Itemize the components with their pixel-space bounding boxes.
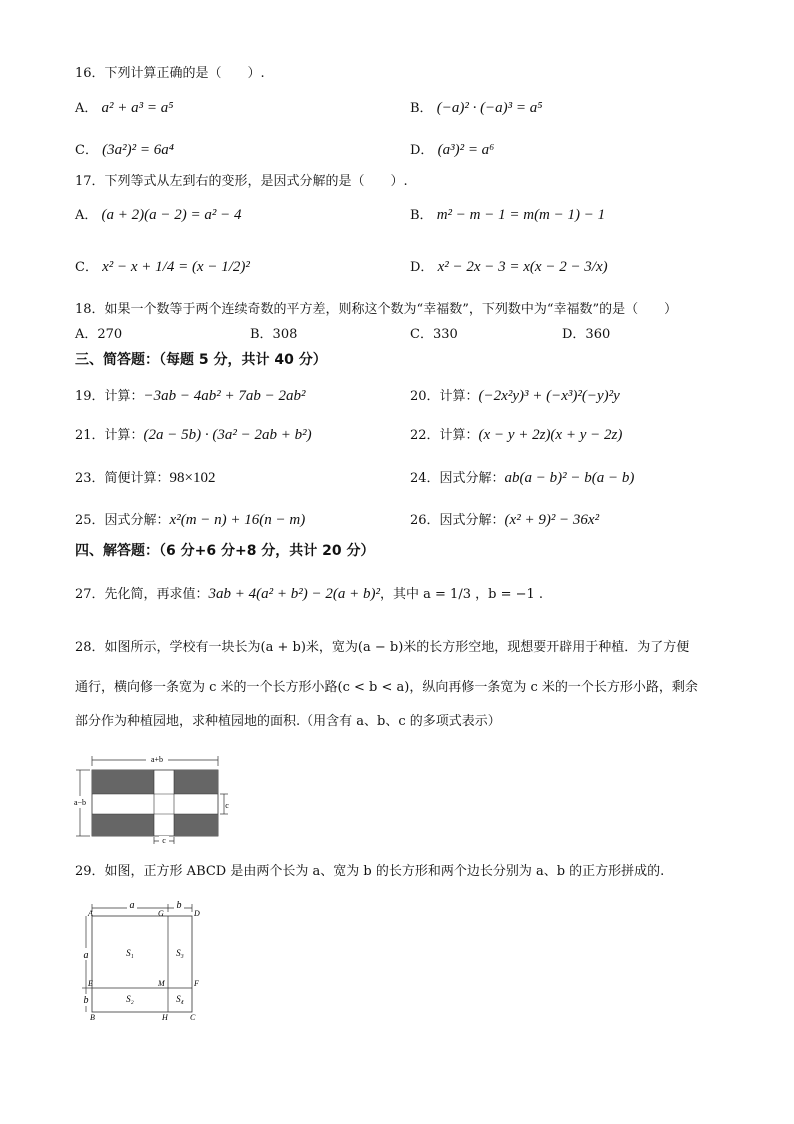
label-a-minus-b: a−b	[73, 798, 87, 807]
q17-option-b[interactable]	[410, 205, 605, 226]
section-4-heading: 四、解答题：（6 分+6 分+8 分，共计 20 分）	[75, 543, 375, 559]
q25	[75, 510, 305, 531]
q-label: 20．计算：	[410, 389, 479, 404]
label-c-right: c	[225, 801, 229, 810]
option-expr: m² − m − 1 = m(m − 1) − 1	[436, 207, 606, 223]
vertex-d: D	[194, 909, 200, 918]
vertex-m: M	[158, 979, 165, 988]
q18-stem: 18．如果一个数等于两个连续奇数的平方差，则称这个数为“幸福数”，下列数中为“幸福数”的是（ ）	[75, 302, 678, 317]
region-s1: S₁	[126, 948, 134, 958]
q-expr: x²(m − n) + 16(n − m)	[169, 512, 306, 528]
q16-option-b[interactable]	[410, 98, 543, 119]
planting-area	[174, 814, 218, 836]
label-b-top: b	[176, 900, 182, 911]
q24	[410, 468, 634, 489]
label-b-left: b	[83, 995, 89, 1006]
q-condition: ，其中 a = 1/3 ，b = −1 .	[380, 587, 544, 602]
q17-option-a[interactable]	[75, 205, 242, 226]
option-letter: B．	[410, 208, 433, 223]
label-a-top: a	[129, 900, 135, 911]
q20	[410, 386, 620, 407]
option-expr: a² + a³ = a⁵	[101, 100, 174, 116]
q18-option-b[interactable]: B．308	[250, 327, 298, 342]
option-letter: B．	[410, 101, 433, 116]
option-letter: D．	[410, 143, 434, 158]
option-expr: (a + 2)(a − 2) = a² − 4	[101, 207, 242, 223]
option-letter: D．	[410, 260, 434, 275]
planting-area	[92, 770, 154, 794]
planting-area	[92, 814, 154, 836]
q-expr: 98×102	[169, 470, 216, 486]
vertex-g: G	[158, 909, 164, 918]
q16-option-c[interactable]	[75, 140, 174, 161]
label-c-bottom: c	[162, 836, 166, 844]
q-label: 25．因式分解：	[75, 513, 170, 528]
q19	[75, 386, 306, 407]
q28-figure	[68, 752, 238, 844]
q-expr: (x − y + 2z)(x + y − 2z)	[478, 427, 623, 443]
option-expr: (−a)² · (−a)³ = a⁵	[436, 100, 543, 116]
q-expr: ab(a − b)² − b(a − b)	[504, 470, 635, 486]
region-s2: S₂	[126, 994, 134, 1004]
region-s3: S₃	[176, 948, 184, 958]
planting-area	[174, 770, 218, 794]
q28-line-2: 通行，横向修一条宽为 c 米的一个长方形小路(c < b < a)，纵向再修一条宽为 c 米的一个长方形小路，剩余	[75, 680, 698, 695]
q26	[410, 510, 599, 531]
q-label: 24．因式分解：	[410, 471, 505, 486]
q23	[75, 468, 216, 489]
option-expr: x² − x + 1/4 = (x − 1/2)²	[102, 259, 250, 275]
q-label: 19．计算：	[75, 389, 144, 404]
q-label: 21．计算：	[75, 428, 144, 443]
q-expr: −3ab − 4ab² + 7ab − 2ab²	[143, 388, 306, 404]
option-expr: (a³)² = a⁶	[437, 142, 495, 158]
q27	[75, 584, 543, 605]
q-expr: 3ab + 4(a² + b²) − 2(a + b)²	[208, 586, 381, 602]
q16-option-a[interactable]	[75, 98, 173, 119]
q16-option-d[interactable]	[410, 140, 494, 161]
q28-line-3: 部分作为种植园地，求种植园地的面积.（用含有 a、b、c 的多项式表示）	[75, 714, 501, 729]
label-a-plus-b: a+b	[150, 755, 164, 764]
q28-line-1: 28．如图所示，学校有一块长为(a + b)米，宽为(a − b)米的长方形空地，现想要开辟用于种植．为了方便	[75, 640, 690, 655]
q29-figure	[72, 896, 212, 1022]
q-label: 22．计算：	[410, 428, 479, 443]
option-expr: (3a²)² = 6a⁴	[102, 142, 174, 158]
q17-stem: 17．下列等式从左到右的变形，是因式分解的是（ ）.	[75, 174, 408, 189]
q-expr: (2a − 5b) · (3a² − 2ab + b²)	[143, 427, 312, 443]
option-letter: C．	[75, 143, 98, 158]
q-expr: (x² + 9)² − 36x²	[504, 512, 600, 528]
option-letter: A．	[75, 101, 98, 116]
section-3-heading: 三、简答题：（每题 5 分，共计 40 分）	[75, 352, 327, 368]
q22	[410, 425, 622, 446]
q-expr: (−2x²y)³ + (−x³)²(−y)²y	[478, 388, 620, 404]
label-a-left: a	[83, 950, 89, 961]
vertex-f: F	[194, 979, 199, 988]
q18-option-c[interactable]: C．330	[410, 327, 458, 342]
q17-option-d[interactable]	[410, 257, 608, 278]
q-label: 23．简便计算：	[75, 471, 170, 486]
option-letter: C．	[75, 260, 98, 275]
q29-stem: 29．如图，正方形 ABCD 是由两个长为 a、宽为 b 的长方形和两个边长分别为 a、b 的正方形拼成的.	[75, 864, 665, 879]
q18-option-d[interactable]: D．360	[562, 327, 611, 342]
option-expr: x² − 2x − 3 = x(x − 2 − 3/x)	[437, 259, 608, 275]
q17-option-c[interactable]	[75, 257, 250, 278]
q-label: 26．因式分解：	[410, 513, 505, 528]
option-letter: A．	[75, 208, 98, 223]
q16-stem: 16．下列计算正确的是（ ）.	[75, 66, 265, 81]
q-label: 27．先化简，再求值：	[75, 587, 209, 602]
vertex-a: A	[88, 909, 93, 918]
region-s4: S₄	[176, 994, 184, 1004]
q21	[75, 425, 312, 446]
vertex-e: E	[88, 979, 93, 988]
q18-option-a[interactable]: A．270	[75, 327, 123, 342]
vertex-c: C	[190, 1013, 196, 1022]
vertex-h: H	[162, 1013, 168, 1022]
vertex-b: B	[90, 1013, 95, 1022]
